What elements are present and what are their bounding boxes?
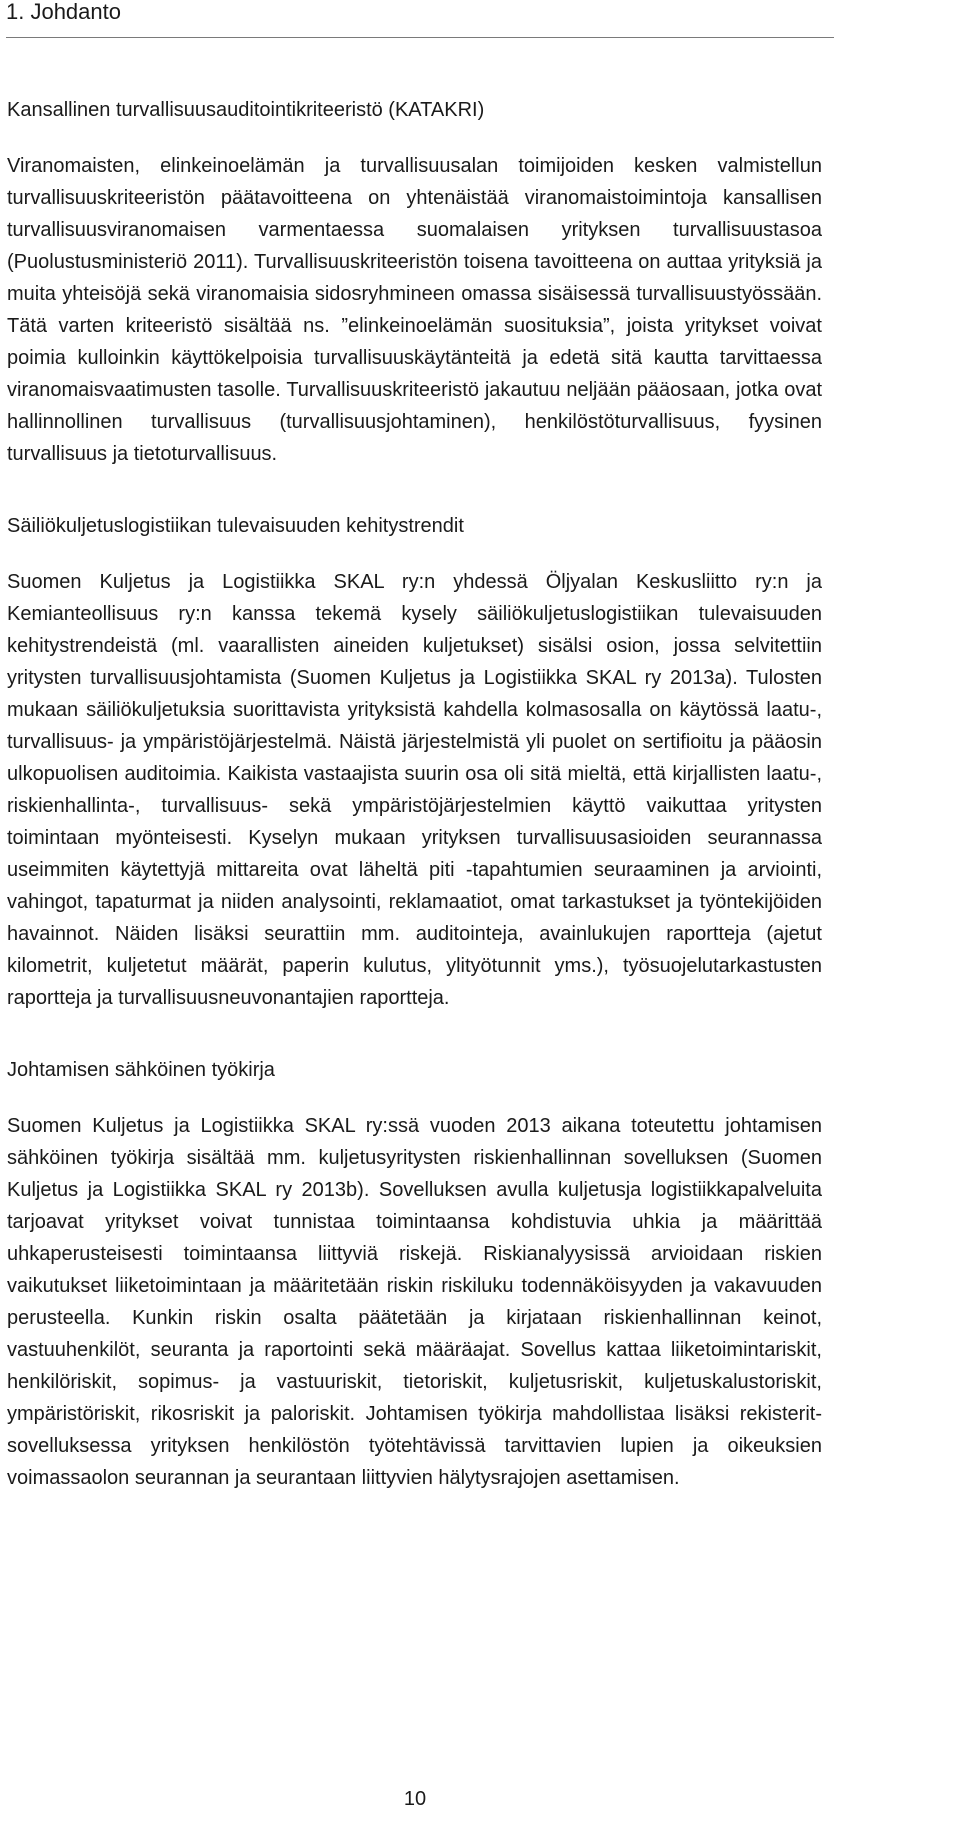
section-paragraph: Viranomaisten, elinkeinoelämän ja turvallisuusalan toimijoiden kesken valmistellun turvallisuuskriteeristön päätavoitteena on yhtenäistää viranomaistoimintoja kansallisen turvallisuusviranomaisen varmentaessa suomalaisen yrityksen turvallisuustasoa (Puolustusministeriö 2011). Turvallisuuskriteeristön toisena tavoitteena on auttaa yrityksiä ja muita yhteisöjä sekä viranomaisia sidosryhmineen omassa sisäisessä turvallisuustyössään. Tätä varten kriteeristö sisältää ns. ”elinkeinoelämän suosituksia”, joista yritykset voivat poimia kulloinkin käyttökelpoisia turvallisuuskäytänteitä ja edetä sitä kautta tarvittaessa viranomaisvaatimusten tasolle. Turvallisuuskriteeristö jakautuu neljään pääosaan, jotka ovat hallinnollinen turvallisuus (turvallisuusjohtaminen), henkilöstöturvallisuus, fyysinen turvallisuus ja tietoturvallisuus. [7,155,822,465]
section-heading: Johtamisen sähköinen työkirja [7,1059,275,1081]
chapter-title-rule [6,37,834,38]
section-katakri [7,94,822,470]
section-paragraph: Suomen Kuljetus ja Logistiikka SKAL ry:n yhdessä Öljyalan Keskusliitto ry:n ja Kemianteollisuus ry:n kanssa tekemä kysely säiliökuljetuslogistiikan tulevaisuuden kehitystrendeistä (ml. vaarallisten aineiden kuljetukset) sisälsi osion, jossa selvitettiin yritysten turvallisuusjohtamista (Suomen Kuljetus ja Logistiikka SKAL ry 2013a). Tulosten mukaan säiliökuljetuksia suorittavista yrityksistä kahdella kolmasosalla on käytössä laatu-, turvallisuus- ja ympäristöjärjestelmä. Näistä järjestelmistä yli puolet on sertifioitu ja pääosin ulkopuolisen auditoimia. Kaikista vastaajista suurin osa oli sitä mieltä, että kirjallisten laatu-, riskienhallinta-, turvallisuus- sekä ympäristöjärjestelmien käyttö vaikuttaa yritysten toimintaan myönteisesti. Kyselyn mukaan yrityksen turvallisuusasioiden seurannassa useimmiten käytettyjä mittareita ovat läheltä piti -tapahtumien seuraaminen ja arviointi, vahingot, tapaturmat ja niiden analysointi, reklamaatiot, omat tarkastukset ja työntekijöiden havainnot. Näiden lisäksi seurattiin mm. auditointeja, avainlukujen raportteja (ajetut kilometrit, kuljetetut määrät, paperin kulutus, ylityötunnit yms.), työsuojelutarkastusten raportteja ja turvallisuusneuvonantajien raportteja. [7,571,822,1009]
section-management-workbook [7,1054,822,1494]
section-paragraph: Suomen Kuljetus ja Logistiikka SKAL ry:ssä vuoden 2013 aikana toteutettu johtamisen sähköinen työkirja sisältää mm. kuljetusyritysten riskienhallinnan sovelluksen (Suomen Kuljetus ja Logistiikka SKAL ry 2013b). Sovelluksen avulla kuljetusja logistiikkapalveluita tarjoavat yritykset voivat tunnistaa toimintaansa kohdistuvia uhkia ja määrittää uhkaperusteisesti toimintaansa liittyviä riskejä. Riskianalyysissä arvioidaan riskien vaikutukset liiketoimintaan ja määritetään riskin riskiluku todennäköisyyden ja vakavuuden perusteella. Kunkin riskin osalta päätetään ja kirjataan riskienhallinnan keinot, vastuuhenkilöt, seuranta ja raportointi sekä määräajat. Sovellus kattaa liiketoimintariskit, henkilöriskit, sopimus- ja vastuuriskit, tietoriskit, kuljetusriskit, kuljetuskalustoriskit, ympäristöriskit, rikosriskit ja paloriskit. Johtamisen työkirja mahdollistaa lisäksi rekisterit-sovelluksessa yrityksen henkilöstön työtehtävissä tarvittavien lupien ja oikeuksien voimassaolon seurannan ja seurantaan liittyvien hälytysrajojen asettamisen. [7,1115,822,1489]
section-tank-logistics-trends [7,510,822,1014]
chapter-title: 1. Johdanto [6,0,121,24]
document-body [7,94,822,1494]
page-number: 10 [403,1788,427,1810]
section-heading: Säiliökuljetuslogistiikan tulevaisuuden kehitystrendit [7,515,464,537]
section-heading: Kansallinen turvallisuusauditointikriteeristö (KATAKRI) [7,99,485,121]
